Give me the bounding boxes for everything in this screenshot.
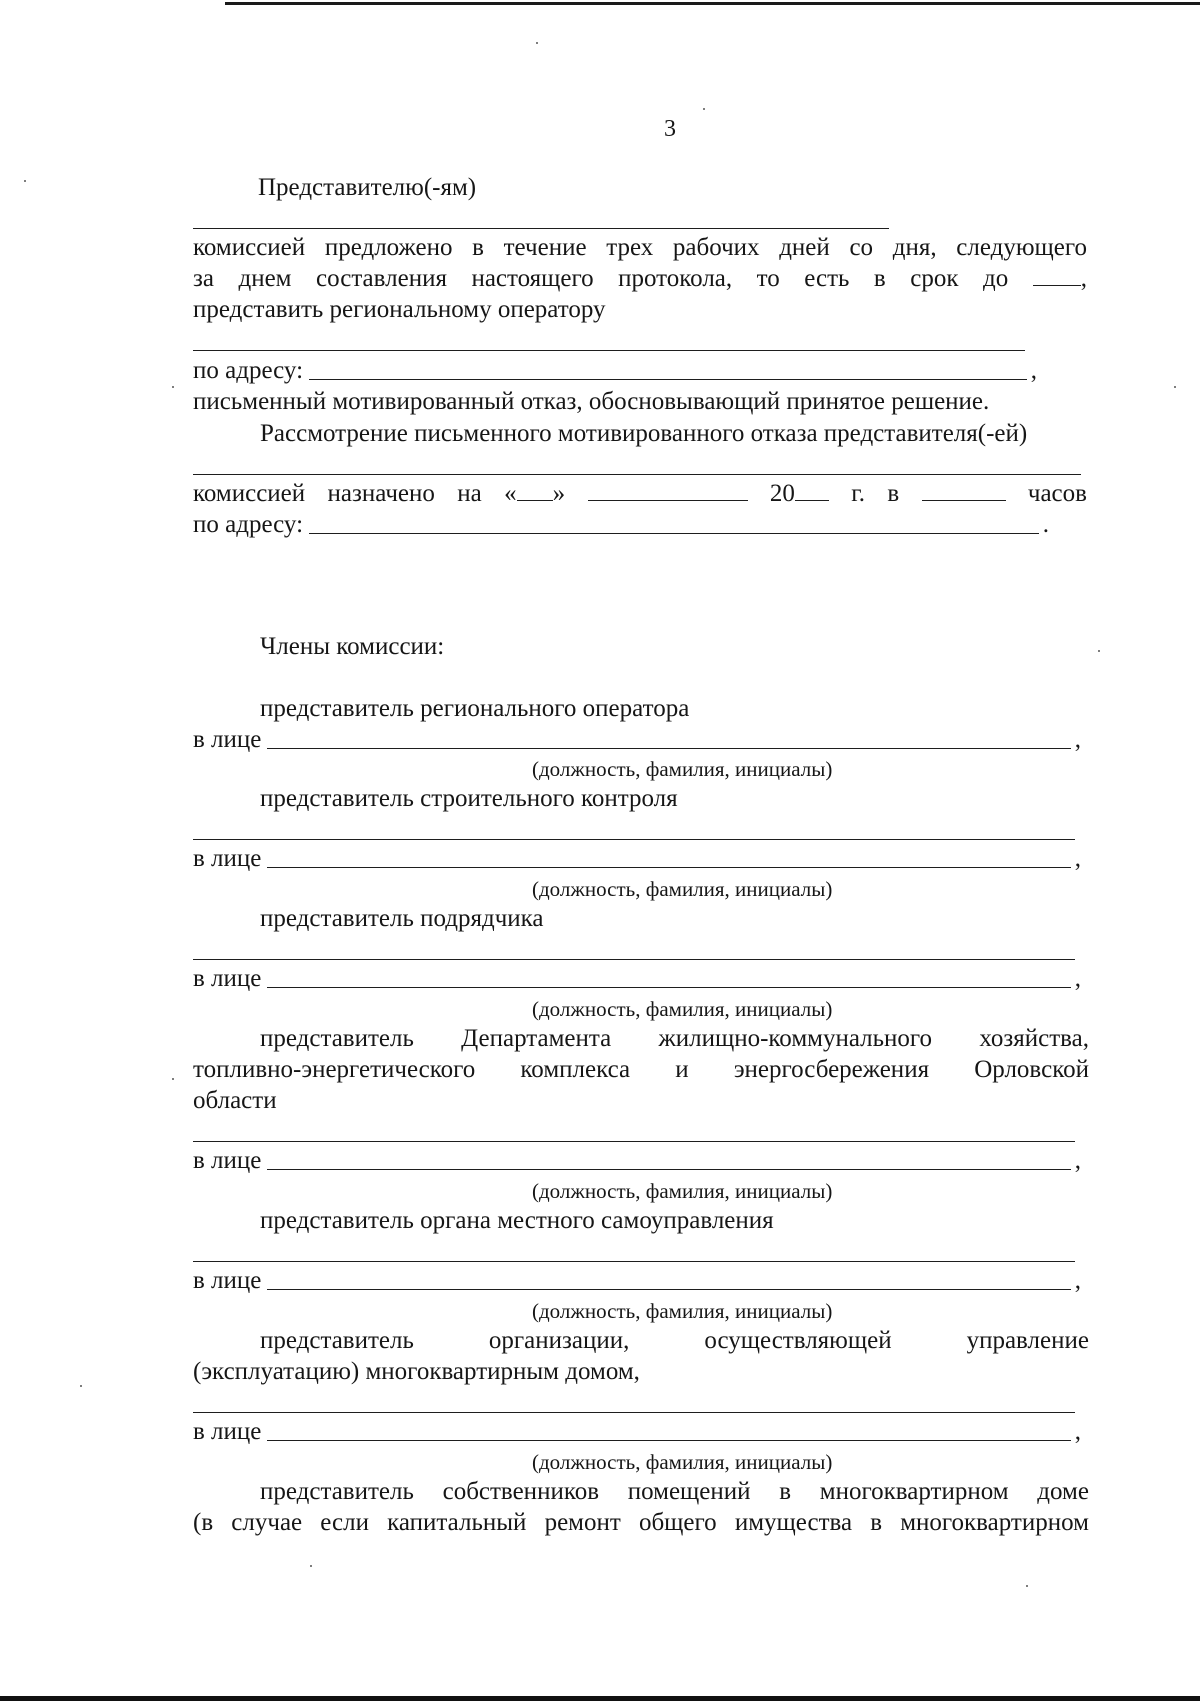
person-blank <box>267 747 1070 749</box>
member-department-line-3: области <box>193 1087 277 1114</box>
word: жилищно-коммунального <box>658 1025 933 1052</box>
member-contractor: представитель подрядчика <box>260 905 544 932</box>
word: ремонт <box>544 1509 621 1536</box>
person-label: в лице <box>193 1418 262 1445</box>
recipient-label: Представителю(-ям) <box>258 174 477 201</box>
word: энергосбережения <box>733 1056 930 1083</box>
person-line: в лице , <box>193 1267 1081 1294</box>
field-caption: (должность, фамилия, инициалы) <box>532 1450 833 1474</box>
member-owners-line-2 <box>193 1507 1089 1538</box>
person-line: в лице , <box>193 965 1081 992</box>
member-department-line-1 <box>260 1023 1089 1054</box>
scan-speck <box>24 180 26 182</box>
word: осуществляющей <box>704 1327 892 1354</box>
scan-speck <box>172 1078 174 1080</box>
member-management-line-2: (эксплуатацию) многоквартирным домом, <box>193 1358 640 1385</box>
member-construction-control: представитель строительного контроля <box>260 785 678 812</box>
scan-speck <box>1098 650 1100 652</box>
person-label: в лице <box>193 845 262 872</box>
word: собственников <box>442 1478 600 1505</box>
word: в <box>870 1509 883 1536</box>
word: течение <box>503 234 587 261</box>
address-line-1 <box>193 355 1037 386</box>
review-text: Рассмотрение письменного мотивированного отказа представителя(-ей) <box>260 420 1028 447</box>
scan-speck <box>172 386 174 388</box>
word: за <box>193 265 214 292</box>
person-blank <box>267 986 1070 988</box>
word: до <box>982 265 1009 292</box>
members-heading: Члены комиссии: <box>260 633 445 660</box>
word: топливно-энергетического <box>193 1056 476 1083</box>
person-label: в лице <box>193 1267 262 1294</box>
scan-speck <box>1174 386 1176 388</box>
word: многоквартирном <box>900 1509 1089 1536</box>
person-line: в лице , <box>193 1147 1081 1174</box>
word: то <box>756 265 780 292</box>
page-number: 3 <box>664 116 676 142</box>
word: представитель <box>260 1327 414 1354</box>
member-blank-line <box>193 839 1075 840</box>
word: настоящего <box>471 265 594 292</box>
hours-field <box>922 478 1006 509</box>
member-blank-line <box>193 1141 1075 1142</box>
day-field: « » <box>504 480 566 507</box>
field-caption: (должность, фамилия, инициалы) <box>532 877 833 901</box>
scan-edge-top <box>225 2 1200 5</box>
operator-blank-line <box>193 350 1025 351</box>
address-label: по адресу: <box>193 511 304 538</box>
word: есть <box>804 265 850 292</box>
person-blank <box>267 1288 1070 1290</box>
person-label: в лице <box>193 726 262 753</box>
word: комплекса <box>520 1056 631 1083</box>
word: организации, <box>488 1327 630 1354</box>
recipient-blank-line <box>193 228 889 229</box>
word: помещений <box>627 1478 751 1505</box>
representative-blank-line <box>193 474 1081 475</box>
scan-speck <box>536 42 538 44</box>
word: (в <box>193 1509 214 1536</box>
address-end: . <box>1042 511 1049 538</box>
schedule-address-line <box>193 509 1049 540</box>
person-label: в лице <box>193 1147 262 1174</box>
word: часов <box>1027 480 1087 507</box>
person-line: в лице , <box>193 845 1081 872</box>
word: представитель <box>260 1025 414 1052</box>
word: составления <box>316 265 447 292</box>
word: и <box>675 1056 689 1083</box>
word: в <box>472 234 484 261</box>
word: протокола, <box>618 265 733 292</box>
deadline-field: , <box>1033 263 1087 294</box>
word: общего <box>638 1509 717 1536</box>
word: случае <box>231 1509 303 1536</box>
member-management-line-1 <box>260 1325 1089 1356</box>
word: в <box>873 265 886 292</box>
person-blank <box>267 866 1070 868</box>
word: на <box>457 480 482 507</box>
month-field <box>588 478 748 509</box>
word: представитель <box>260 1478 414 1505</box>
word: комиссией <box>193 234 306 261</box>
member-owners-line-1 <box>260 1476 1089 1507</box>
member-department-line-2 <box>193 1054 1089 1085</box>
word: со <box>849 234 874 261</box>
person-label: в лице <box>193 965 262 992</box>
word: доме <box>1037 1478 1089 1505</box>
address-blank <box>309 532 1039 534</box>
word: капитальный <box>387 1509 527 1536</box>
field-caption: (должность, фамилия, инициалы) <box>532 997 833 1021</box>
intro-line-3: представить региональному оператору <box>193 296 606 323</box>
word: дня, <box>892 234 937 261</box>
word: имущества <box>734 1509 853 1536</box>
person-blank <box>267 1168 1070 1170</box>
refusal-text: письменный мотивированный отказ, обосновывающий принятое решение. <box>193 388 990 415</box>
person-line: в лице , <box>193 1418 1081 1445</box>
member-blank-line <box>193 959 1075 960</box>
scan-speck <box>310 1565 312 1567</box>
address-label: по адресу: <box>193 357 304 384</box>
word: многоквартирном <box>819 1478 1009 1505</box>
word: в <box>779 1478 792 1505</box>
word: Департамента <box>461 1025 612 1052</box>
word: хозяйства, <box>979 1025 1089 1052</box>
word: в <box>887 480 900 507</box>
word: рабочих <box>672 234 760 261</box>
word: следующего <box>956 234 1087 261</box>
schedule-line <box>193 478 1087 509</box>
field-caption: (должность, фамилия, инициалы) <box>532 757 833 781</box>
field-caption: (должность, фамилия, инициалы) <box>532 1179 833 1203</box>
word: г. <box>851 480 865 507</box>
scan-speck <box>703 108 705 110</box>
person-line: в лице , <box>193 726 1081 753</box>
scan-speck <box>1026 1585 1028 1587</box>
person-blank <box>267 1439 1070 1441</box>
member-blank-line <box>193 1261 1075 1262</box>
member-local-government: представитель органа местного самоуправления <box>260 1207 774 1234</box>
field-caption: (должность, фамилия, инициалы) <box>532 1299 833 1323</box>
word: днем <box>238 265 292 292</box>
word: если <box>320 1509 369 1536</box>
member-regional-operator: представитель регионального оператора <box>260 695 690 722</box>
intro-line-2 <box>193 263 1087 294</box>
intro-line-1 <box>193 232 1087 263</box>
word: комиссией <box>193 480 306 507</box>
word: назначено <box>327 480 435 507</box>
word: срок <box>910 265 959 292</box>
word: дней <box>779 234 830 261</box>
word: трех <box>606 234 654 261</box>
word: управление <box>966 1327 1089 1354</box>
word: Орловской <box>974 1056 1089 1083</box>
member-blank-line <box>193 1412 1075 1413</box>
word: предложено <box>324 234 453 261</box>
scan-edge-bottom <box>0 1696 1200 1701</box>
year-field: 20 <box>770 478 829 509</box>
address-blank <box>309 378 1027 380</box>
scan-speck <box>80 1385 82 1387</box>
address-end: , <box>1030 357 1037 384</box>
